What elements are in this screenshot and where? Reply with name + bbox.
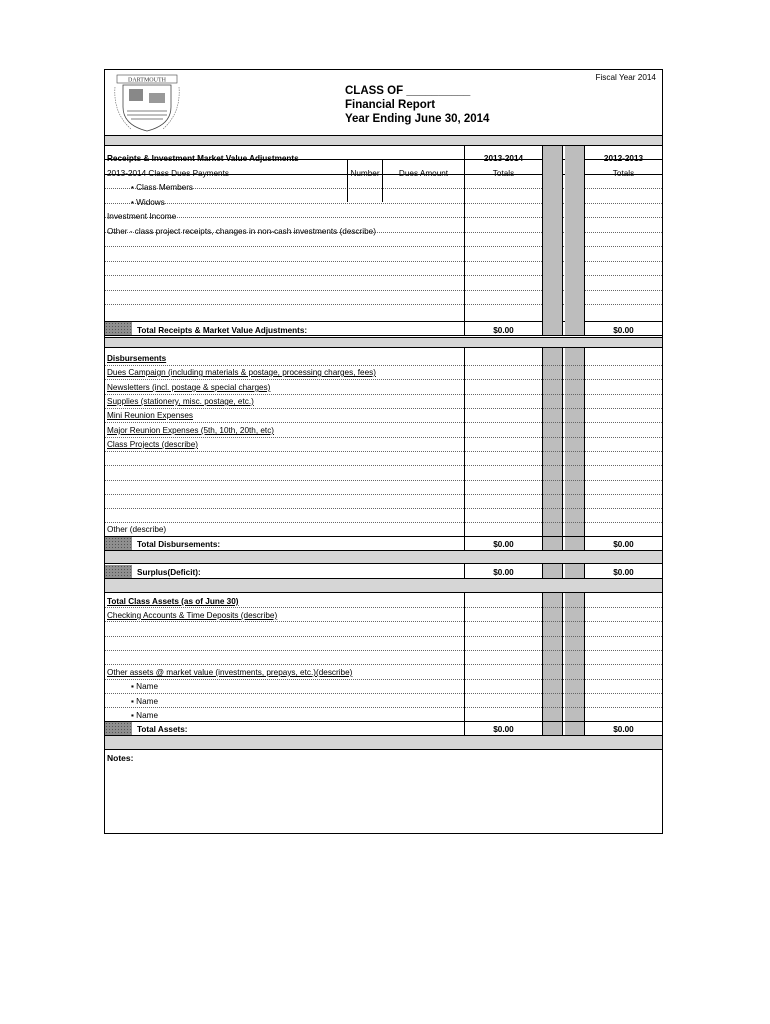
row-divider (105, 379, 662, 380)
title-year-ending: Year Ending June 30, 2014 (345, 113, 490, 125)
title-class-of: CLASS OF __________ (345, 85, 471, 97)
surplus-label: Surplus(Deficit): (137, 568, 201, 577)
total-disbursements-2012-2013: $0.00 (613, 540, 634, 549)
asset-name-item: ▪ Name (131, 711, 159, 720)
gray-column (543, 146, 562, 335)
col-divider (562, 146, 563, 335)
total-disbursements-2013-2014: $0.00 (493, 540, 514, 549)
row-divider (105, 437, 662, 438)
row-divider (105, 693, 662, 694)
section-band (105, 735, 662, 750)
seal-text: DARTMOUTH (128, 77, 166, 84)
row-divider (105, 394, 662, 395)
surplus-2013-2014: $0.00 (493, 568, 514, 577)
shaded-cell (105, 537, 132, 550)
shaded-cell (105, 322, 132, 335)
disbursement-item: Dues Campaign (including materials & postage, processing charges, fees) (107, 368, 376, 377)
row-divider (105, 679, 662, 680)
total-assets-2013-2014: $0.00 (493, 725, 514, 734)
disbursement-item: Class Projects (describe) (107, 440, 198, 449)
row-divider (105, 664, 662, 665)
fiscal-year-label: Fiscal Year 2014 (595, 73, 656, 82)
total-receipts-2013-2014: $0.00 (493, 326, 514, 335)
disbursement-item: Newsletters (incl. postage & special charges) (107, 383, 271, 392)
row-divider (105, 536, 662, 537)
row-divider (105, 707, 662, 708)
total-disbursements-label: Total Disbursements: (137, 540, 221, 549)
col-divider (542, 564, 543, 578)
col-divider (562, 564, 563, 578)
assets-heading: Total Class Assets (as of June 30) (107, 597, 239, 606)
row-divider (105, 451, 662, 452)
col-year-2012-2013: 2012-2013 (603, 154, 644, 163)
investment-income-label: Investment Income (107, 212, 177, 221)
receipts-heading: Receipts & Investment Market Value Adjustments (107, 154, 299, 163)
col-divider (542, 146, 543, 335)
widows-label: • Widows (131, 198, 165, 207)
row-divider (105, 422, 662, 423)
gray-column (565, 564, 584, 578)
row-divider (105, 607, 662, 608)
other-assets-label: Other assets @ market value (investments, prepays, etc.)(describe) (107, 668, 353, 677)
row-divider (105, 508, 662, 509)
row-divider (105, 494, 662, 495)
disbursement-item: Supplies (stationery, misc. postage, etc.) (107, 397, 254, 406)
col-divider (382, 160, 383, 202)
disbursement-item: Mini Reunion Expenses (107, 411, 194, 420)
dartmouth-seal-logo (111, 73, 183, 135)
disbursement-item: Major Reunion Expenses (5th, 10th, 20th, etc) (107, 426, 275, 435)
section-band (105, 135, 662, 146)
row-divider (105, 480, 662, 481)
notes-area[interactable] (107, 766, 659, 830)
row-divider (105, 408, 662, 409)
row-divider (105, 522, 662, 523)
section-band (105, 550, 662, 564)
total-receipts-label: Total Receipts & Market Value Adjustments: (137, 326, 308, 335)
gray-column (565, 146, 584, 335)
surplus-2012-2013: $0.00 (613, 568, 634, 577)
financial-report-form (104, 69, 663, 834)
checking-accounts-label: Checking Accounts & Time Deposits (describe) (107, 611, 278, 620)
shaded-cell (105, 722, 132, 735)
asset-name-item: ▪ Name (131, 697, 159, 706)
class-members-label: • Class Members (131, 183, 194, 192)
row-divider (105, 650, 662, 651)
other-disbursements-label: Other (describe) (107, 525, 167, 534)
row-divider (105, 636, 662, 637)
section-band (105, 578, 662, 593)
disbursements-heading: Disbursements (107, 354, 167, 363)
row-divider (105, 465, 662, 466)
notes-label: Notes: (107, 753, 134, 763)
asset-name-item: ▪ Name (131, 682, 159, 691)
dues-payments-label: 2013-2014 Class Dues Payments (107, 169, 229, 178)
col-divider (347, 160, 348, 202)
shaded-cell (105, 565, 132, 578)
section-band (105, 337, 662, 348)
totals-label-2: Totals (612, 169, 635, 178)
total-assets-2012-2013: $0.00 (613, 725, 634, 734)
total-assets-label: Total Assets: (137, 725, 188, 734)
col-year-2013-2014: 2013-2014 (483, 154, 524, 163)
report-title (345, 84, 489, 126)
totals-label-1: Totals (492, 169, 515, 178)
row-divider (105, 621, 662, 622)
total-receipts-2012-2013: $0.00 (613, 326, 634, 335)
dues-amount-label: Dues Amount (398, 169, 449, 178)
other-receipts-label: Other - class project receipts, changes in non-cash investments (describe) (107, 227, 376, 236)
title-financial-report: Financial Report (345, 99, 436, 111)
row-divider (105, 365, 662, 366)
row-divider (105, 721, 662, 722)
number-label: Number (350, 169, 380, 178)
gray-column (543, 564, 562, 578)
